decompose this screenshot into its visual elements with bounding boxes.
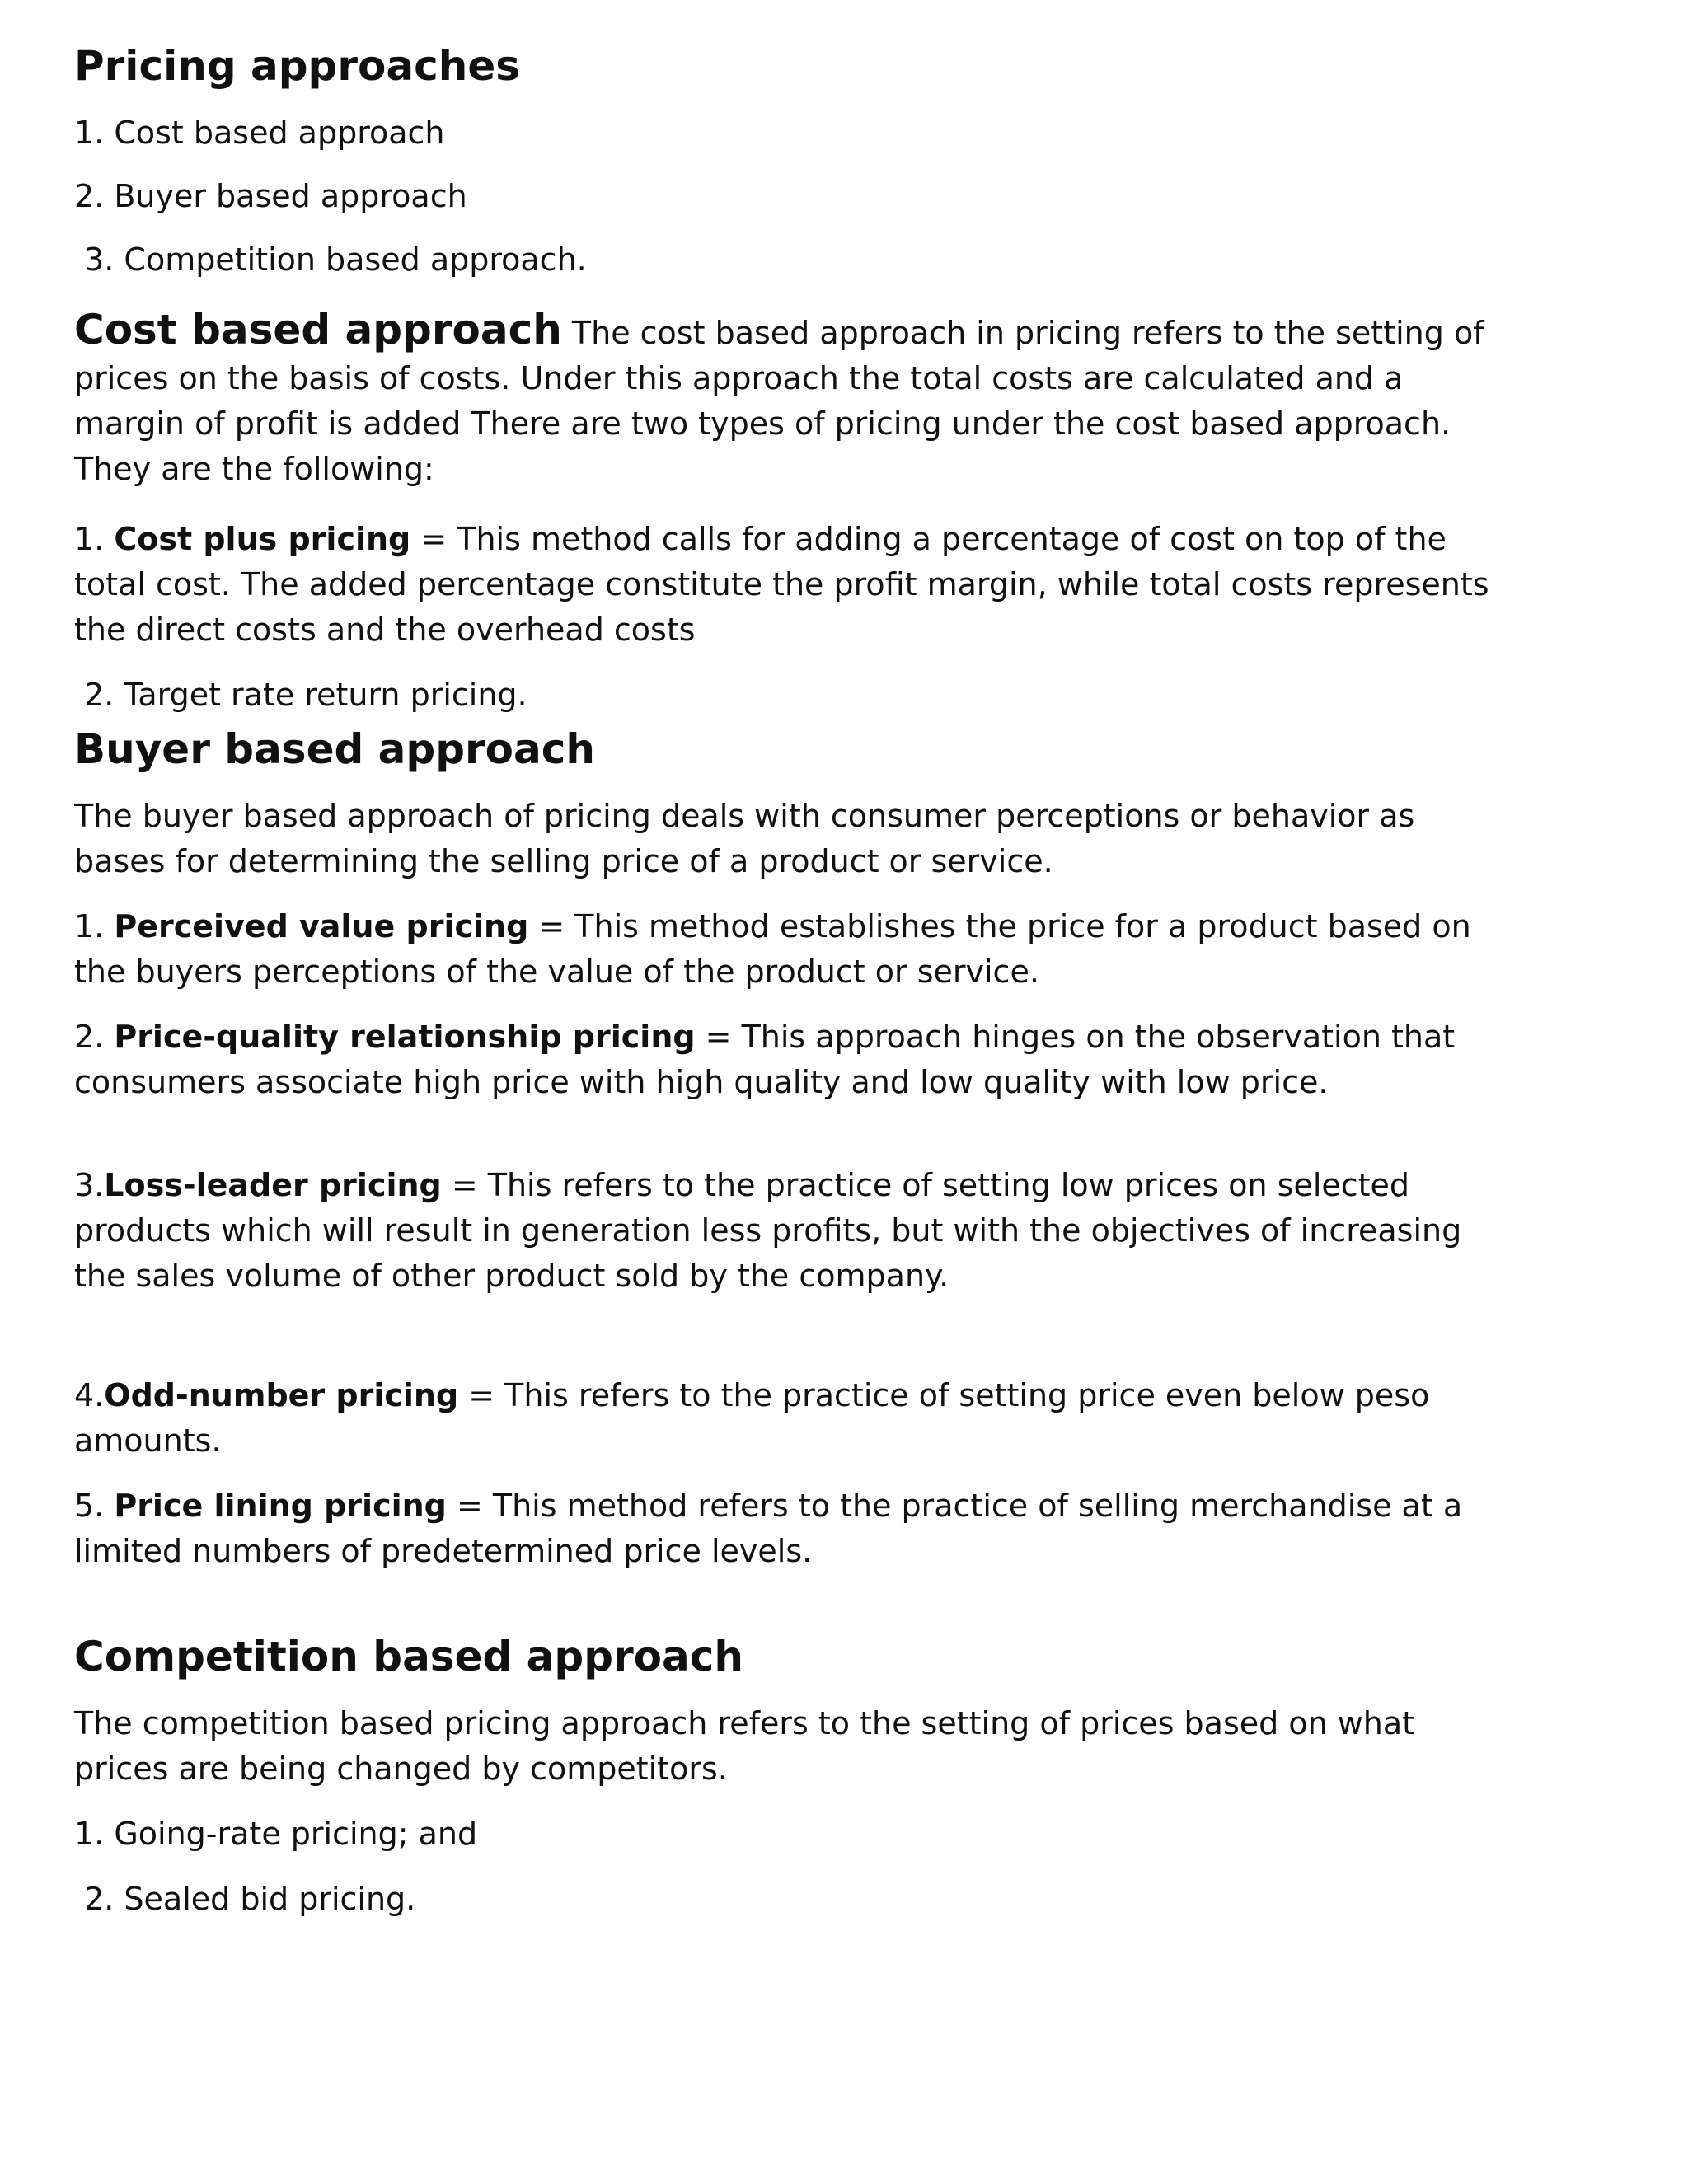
pricing-approaches-title: Pricing approaches: [74, 42, 520, 90]
item-text: = This method refers to the practice of selling merchandise at a limited numbers of predetermined price levels.: [74, 1488, 1463, 1569]
odd-number-item: [74, 1373, 1492, 1464]
item-term: Odd-number pricing: [104, 1377, 459, 1413]
item-number: 2.: [74, 1019, 115, 1055]
item-text: = This method establishes the price for a product based on the buyers perceptions of the value of the product or service.: [74, 908, 1471, 990]
list-item: 1. Cost based approach: [74, 115, 445, 151]
competition-based-intro: The competition based pricing approach refers to the setting of prices based on what prices are being changed by competitors.: [74, 1705, 1415, 1787]
competition-based-heading: Competition based approach: [74, 1633, 743, 1680]
item-number: 1.: [74, 521, 115, 557]
item-term: Cost plus pricing: [114, 521, 411, 557]
list-item: 2. Sealed bid pricing.: [74, 1881, 416, 1917]
item-text: = This method calls for adding a percentage of cost on top of the total cost. The added percentage constitute the profit margin, while total costs represents the direct costs and the overhead costs: [74, 521, 1489, 648]
target-rate-item: 2. Target rate return pricing.: [74, 677, 528, 713]
item-term: Price-quality relationship pricing: [114, 1019, 696, 1055]
item-number: 3.: [74, 1167, 105, 1203]
price-lining-item: [74, 1483, 1492, 1574]
item-term: Price lining pricing: [114, 1488, 447, 1524]
cost-based-paragraph: [74, 307, 1492, 492]
item-number: 5.: [74, 1488, 115, 1524]
perceived-value-item: [74, 904, 1492, 995]
item-text: = This refers to the practice of setting price even below peso amounts.: [74, 1377, 1430, 1459]
item-number: 1.: [74, 908, 115, 944]
list-item: 3. Competition based approach.: [74, 241, 587, 278]
loss-leader-item: [74, 1163, 1492, 1299]
price-quality-item: [74, 1015, 1492, 1105]
item-term: Loss-leader pricing: [104, 1167, 442, 1203]
cost-based-intro: The cost based approach in pricing refers to the setting of prices on the basis of costs. Under this approach the total costs are calculated and a margin of profit is added There are two types of pricing under the cost based approach. They are the following:: [74, 315, 1484, 487]
item-term: Perceived value pricing: [114, 908, 529, 944]
buyer-based-heading: Buyer based approach: [74, 725, 595, 773]
item-number: 4.: [74, 1377, 105, 1413]
item-text: = This refers to the practice of setting low prices on selected products which will result in generation less profits, but with the objectives of increasing the sales volume of other product sold by the company.: [74, 1167, 1462, 1294]
item-text: = This approach hinges on the observation that consumers associate high price with high quality and low quality with low price.: [74, 1019, 1456, 1100]
cost-based-heading: Cost based approach: [74, 306, 562, 354]
document-page: [74, 41, 1492, 1922]
cost-plus-item: [74, 517, 1492, 653]
list-item: 2. Buyer based approach: [74, 178, 467, 214]
list-item: 1. Going-rate pricing; and: [74, 1816, 478, 1852]
buyer-based-intro: The buyer based approach of pricing deals with consumer perceptions or behavior as bases for determining the selling price of a product or service.: [74, 798, 1415, 879]
